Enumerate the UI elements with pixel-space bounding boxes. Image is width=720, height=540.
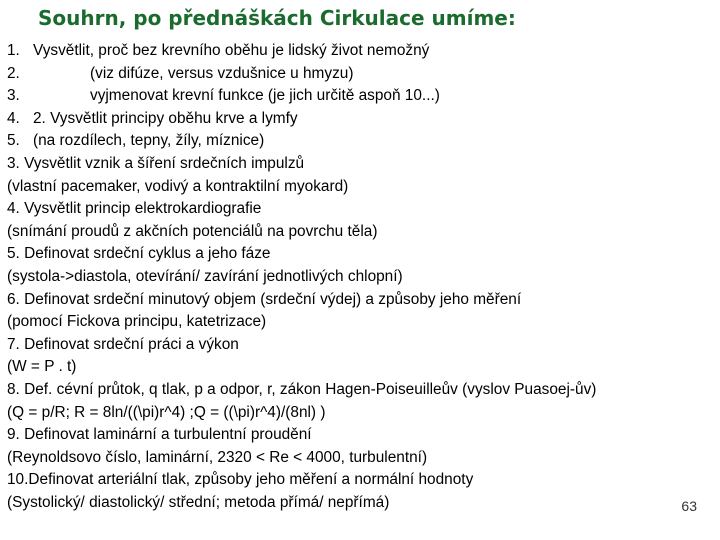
line-text: (Reynoldsovo číslo, laminární, 2320 < Re < 4000, turbulentní)	[7, 448, 428, 466]
line-text: 4. Vysvětlit princip elektrokardiografie	[7, 200, 262, 218]
line-number: 3.	[7, 87, 20, 105]
line-text: (Systolický/ diastolický/ střední; metoda přímá/ nepřímá)	[7, 493, 390, 511]
body-line	[7, 221, 713, 244]
body-line	[7, 243, 713, 266]
page-number: 63	[681, 498, 697, 514]
body-line	[7, 108, 713, 131]
line-number: 1.	[7, 42, 20, 59]
line-text: 2. Vysvětlit principy oběhu krve a lymfy	[33, 109, 298, 127]
line-text: 6. Definovat srdeční minutový objem (srdeční výdej) a způsoby jeho měření	[7, 290, 522, 308]
slide-title: Souhrn, po přednáškách Cirkulace umíme:	[38, 6, 516, 30]
line-text: (W = P . t)	[7, 358, 77, 376]
body-line	[7, 266, 713, 289]
body-line	[7, 311, 713, 334]
body-line	[7, 424, 713, 447]
body-line	[7, 198, 713, 221]
body-line	[7, 356, 713, 379]
line-text: Vysvětlit, proč bez krevního oběhu je lidský život nemožný	[33, 42, 430, 59]
line-number: 2.	[7, 64, 20, 82]
line-text: (vlastní pacemaker, vodivý a kontraktilní myokard)	[7, 177, 349, 195]
line-text: (pomocí Fickova principu, katetrizace)	[7, 313, 267, 331]
body-line	[7, 85, 713, 108]
slide-body	[7, 40, 713, 514]
line-text: (snímání proudů z akčních potenciálů na povrchu těla)	[7, 222, 378, 240]
line-text: 5. Definovat srdeční cyklus a jeho fáze	[7, 245, 271, 263]
body-line	[7, 334, 713, 357]
body-line	[7, 289, 713, 312]
line-text: 9. Definovat laminární a turbulentní proudění	[7, 426, 312, 444]
line-number: 4.	[7, 109, 20, 127]
line-text: (na rozdílech, tepny, žíly, míznice)	[33, 132, 265, 150]
line-text: (viz difúze, versus vzdušnice u hmyzu)	[90, 64, 354, 82]
body-line	[7, 153, 713, 176]
line-text: (systola->diastola, otevírání/ zavírání jednotlivých chlopní)	[7, 267, 403, 285]
line-text: 7. Definovat srdeční práci a výkon	[7, 335, 239, 353]
body-line	[7, 447, 713, 470]
body-line	[7, 492, 713, 515]
line-text: 3. Vysvětlit vznik a šíření srdečních impulzů	[7, 154, 305, 172]
body-line	[7, 130, 713, 153]
line-number: 5.	[7, 132, 20, 150]
line-text: 10.Definovat arteriální tlak, způsoby jeho měření a normální hodnoty	[7, 471, 474, 489]
body-line	[7, 176, 713, 199]
body-line	[7, 402, 713, 425]
line-text: (Q = p/R; R = 8ln/((\pi)r^4) ;Q = ((\pi)r^4)/(8nl) )	[7, 403, 326, 421]
line-text: vyjmenovat krevní funkce (je jich určitě aspoň 10...)	[90, 87, 440, 105]
body-line	[7, 379, 713, 402]
body-line	[7, 63, 713, 86]
body-line	[7, 40, 713, 63]
line-text: 8. Def. cévní průtok, q tlak, p a odpor, r, zákon Hagen-Poiseuilleův (vyslov Puasoej-ův)	[7, 380, 597, 398]
body-line	[7, 469, 713, 492]
